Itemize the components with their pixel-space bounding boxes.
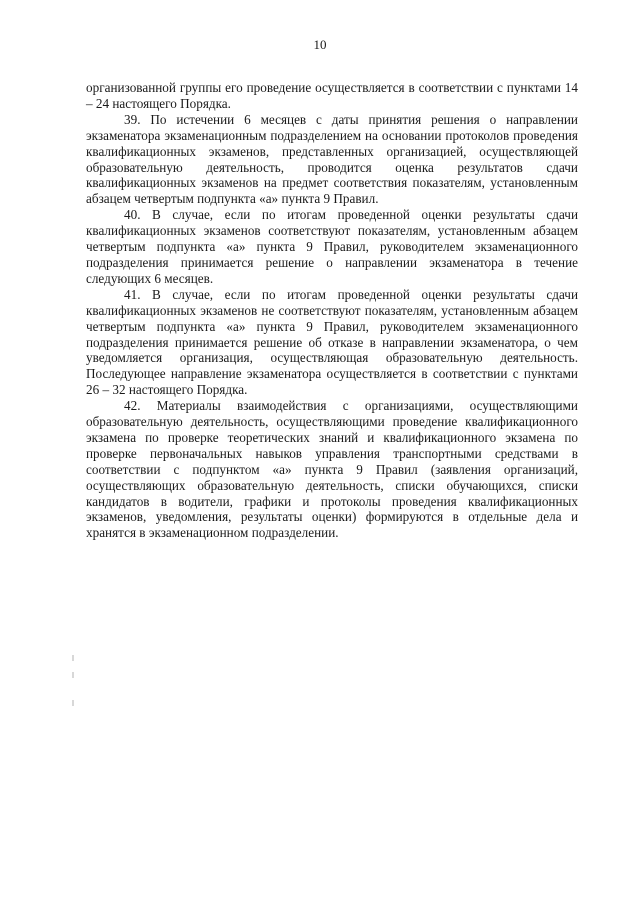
scan-artifact (72, 700, 74, 706)
paragraph-41: 41. В случае, если по итогам проведенной оценки результаты сдачи квалификационных экзаменов не соответствуют показателям, установленным абзацем четвертым подпункта «а» пункта 9 Правил, руководителем экзаменационного подразделения принимается решение об отказе в направлении экзаменатора, о чем уведомляется организация, осуществляющая образовательную деятельность. Последующее направление экзаменатора осуществляется в соответствии с пунктами 26 – 32 настоящего Порядка. (86, 286, 578, 398)
scan-artifact (72, 655, 74, 661)
scan-artifact (72, 672, 74, 678)
paragraph-39: 39. По истечении 6 месяцев с даты принятия решения о направлении экзаменатора экзаменационным подразделением на основании протоколов проведения квалификационных экзаменов, представленных организацией, осуществляющей образовательную деятельность, проводится оценка результатов сдачи квалификационных экзаменов на предмет соответствия показателям, установленным абзацем четвертым подпункта «а» пункта 9 Правил. (86, 111, 578, 207)
paragraph-continuation: организованной группы его проведение осуществляется в соответствии с пунктами 14 – 24 настоящего Порядка. (86, 80, 578, 111)
page-number: 10 (313, 37, 327, 52)
paragraph-40: 40. В случае, если по итогам проведенной оценки результаты сдачи квалификационных экзаменов соответствуют показателям, установленным абзацем четвертым подпункта «а» пункта 9 Правил, руководителем экзаменационного подразделения принимается решение о направлении экзаменатора в течение следующих 6 месяцев. (86, 207, 578, 286)
paragraph-42: 42. Материалы взаимодействия с организациями, осуществляющими образовательную деятельность, осуществляющими проведение квалификационного экзамена по проверке теоретических знаний и квалификационного экзамена по проверке первоначальных навыков управления транспортными средствами в соответствии с подпунктом «а» пункта 9 Правил (заявления организаций, осуществляющих образовательную деятельность, списки обучающихся, списки кандидатов в водители, графики и протоколы проведения квалификационных экзаменов, уведомления, результаты оценки) формируются в отдельные дела и хранятся в экзаменационном подразделении. (86, 398, 578, 541)
document-body (86, 80, 578, 541)
